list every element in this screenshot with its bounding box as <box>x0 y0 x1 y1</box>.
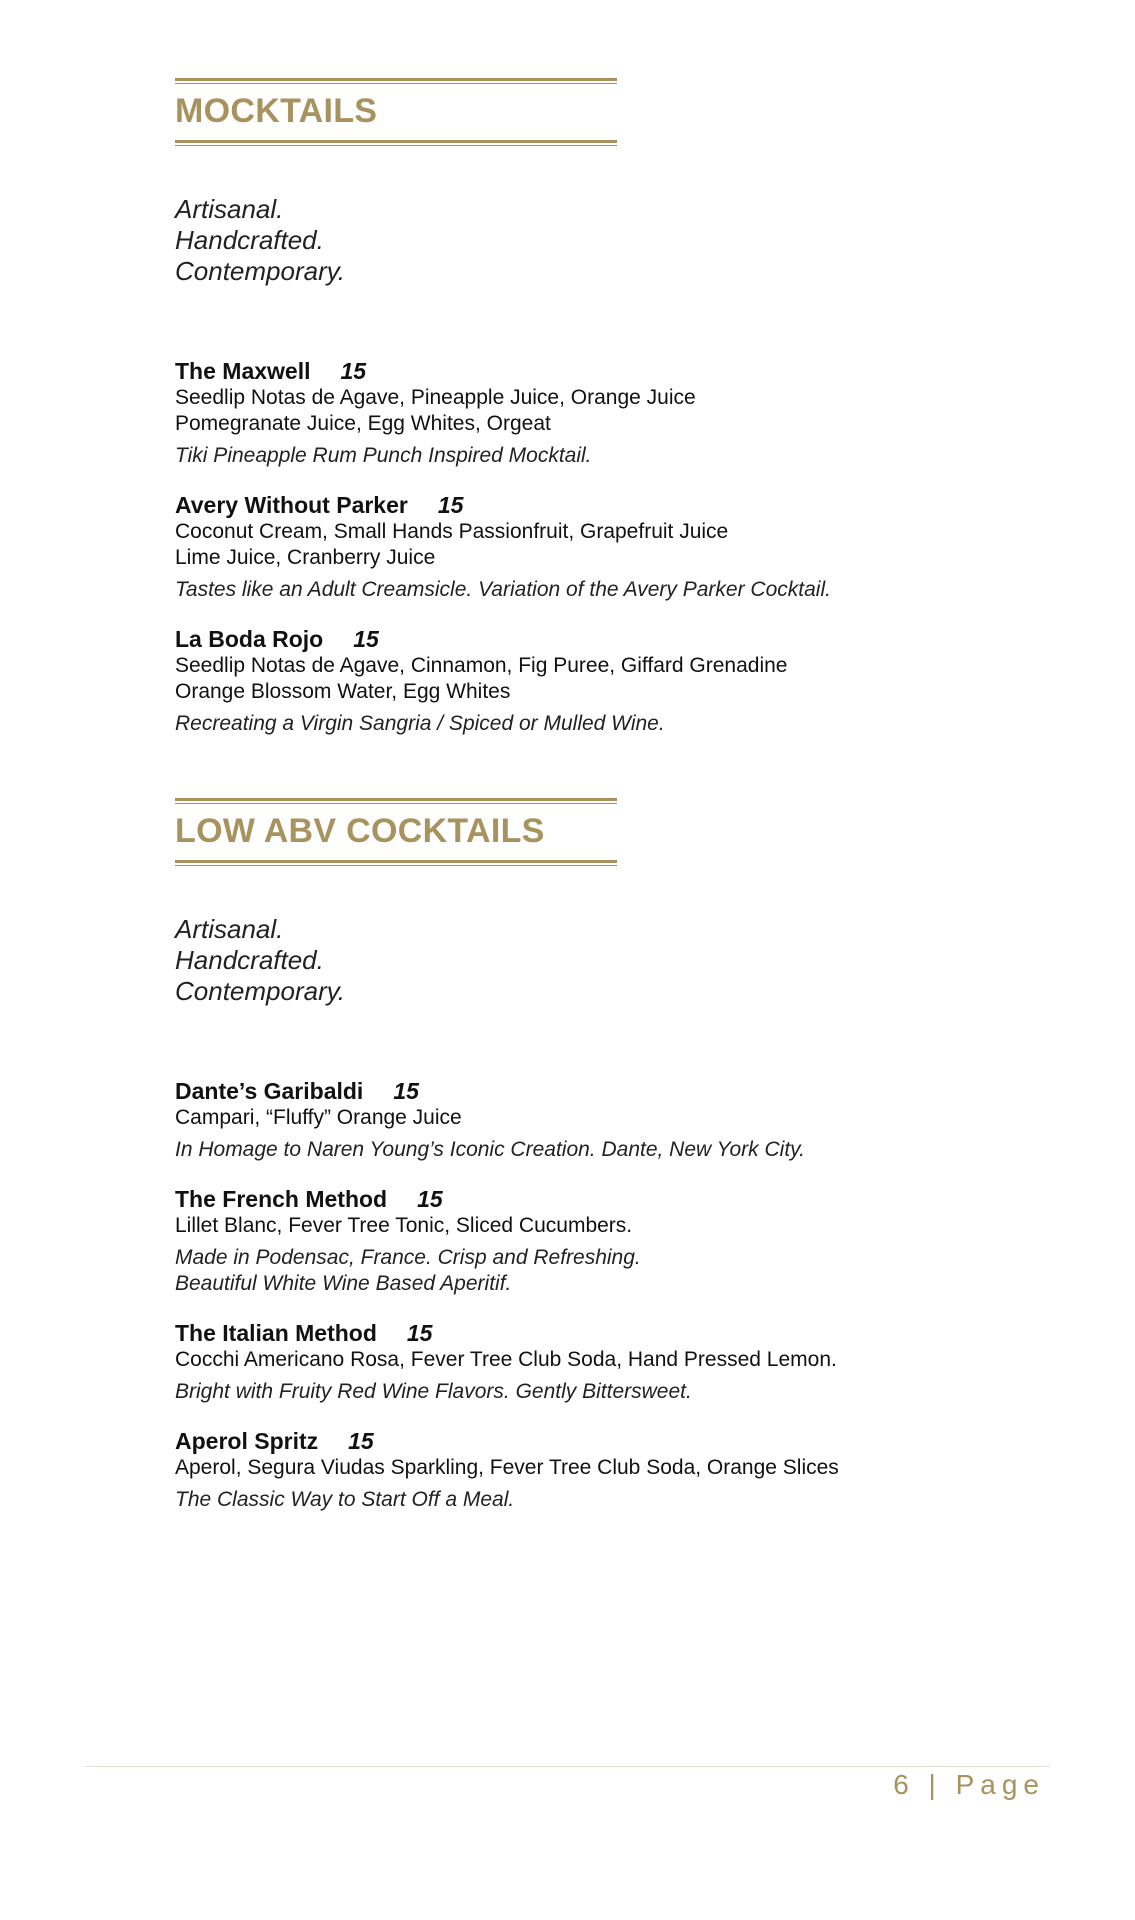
item-name: The Maxwell <box>175 358 311 384</box>
menu-item <box>175 491 975 603</box>
item-description: Made in Podensac, France. Crisp and Refreshing. <box>175 1246 641 1269</box>
item-name: Dante’s Garibaldi <box>175 1078 364 1104</box>
item-ingredients: Seedlip Notas de Agave, Pineapple Juice, Orange Juice <box>175 386 696 409</box>
item-heading <box>175 625 975 653</box>
item-name: The Italian Method <box>175 1320 377 1346</box>
menu-item <box>175 625 975 737</box>
item-price: 15 <box>406 1320 433 1346</box>
item-description: Recreating a Virgin Sangria / Spiced or Mulled Wine. <box>175 712 665 735</box>
menu-item <box>175 1185 975 1297</box>
item-price: 15 <box>393 1078 419 1104</box>
item-price: 15 <box>437 492 464 518</box>
header-rule-top <box>175 78 617 84</box>
item-heading <box>175 357 975 385</box>
item-ingredients: Coconut Cream, Small Hands Passionfruit, Grapefruit Juice <box>175 520 729 543</box>
item-ingredients: Lime Juice, Cranberry Juice <box>175 546 436 569</box>
item-ingredients: Cocchi Americano Rosa, Fever Tree Club Soda, Hand Pressed Lemon. <box>175 1348 837 1371</box>
item-price: 15 <box>353 626 379 652</box>
menu-items <box>175 357 975 737</box>
item-ingredients: Lillet Blanc, Fever Tree Tonic, Sliced Cucumbers. <box>175 1214 633 1237</box>
item-ingredients: Orange Blossom Water, Egg Whites <box>175 680 511 703</box>
item-name: Avery Without Parker <box>175 492 408 518</box>
item-description: The Classic Way to Start Off a Meal. <box>175 1488 515 1511</box>
item-price: 15 <box>348 1428 374 1454</box>
item-description: In Homage to Naren Young’s Iconic Creation. Dante, New York City. <box>175 1138 805 1161</box>
tagline-line: Artisanal. <box>175 914 284 944</box>
item-ingredients: Aperol, Segura Viudas Sparkling, Fever Tree Club Soda, Orange Slices <box>175 1456 839 1479</box>
tagline-line: Artisanal. <box>175 194 284 224</box>
item-description: Bright with Fruity Red Wine Flavors. Gently Bittersweet. <box>175 1380 692 1403</box>
item-heading <box>175 1185 975 1213</box>
menu-item <box>175 1427 975 1513</box>
item-price: 15 <box>340 358 367 384</box>
mocktails-header <box>175 78 617 146</box>
menu-item <box>175 357 975 469</box>
header-rule-bottom <box>175 140 617 146</box>
header-rule-bottom <box>175 860 617 866</box>
menu-item <box>175 1077 975 1163</box>
item-heading <box>175 1077 975 1105</box>
item-ingredients: Pomegranate Juice, Egg Whites, Orgeat <box>175 412 551 435</box>
tagline-line: Contemporary. <box>175 256 346 286</box>
section-title: MOCKTAILS <box>175 92 378 130</box>
menu-item <box>175 1319 975 1405</box>
item-ingredients: Seedlip Notas de Agave, Cinnamon, Fig Puree, Giffard Grenadine <box>175 654 788 677</box>
tagline <box>175 194 975 287</box>
menu-items <box>175 1077 975 1513</box>
item-description: Tiki Pineapple Rum Punch Inspired Mocktail. <box>175 444 592 467</box>
header-rule-top <box>175 798 617 804</box>
item-name: Aperol Spritz <box>175 1428 319 1454</box>
item-description: Tastes like an Adult Creamsicle. Variation of the Avery Parker Cocktail. <box>175 578 831 601</box>
tagline-line: Handcrafted. <box>175 945 324 975</box>
footer-divider <box>85 1766 1050 1767</box>
item-price: 15 <box>417 1186 443 1212</box>
item-ingredients: Campari, “Fluffy” Orange Juice <box>175 1106 462 1129</box>
tagline-line: Handcrafted. <box>175 225 324 255</box>
low-abv-section <box>175 798 975 1535</box>
tagline-line: Contemporary. <box>175 976 346 1006</box>
low-abv-header <box>175 798 617 866</box>
tagline <box>175 914 975 1007</box>
page-number: 6 | Page <box>893 1769 1045 1800</box>
section-title: LOW ABV COCKTAILS <box>175 812 545 850</box>
item-name: La Boda Rojo <box>175 626 324 652</box>
item-heading <box>175 1319 975 1347</box>
item-name: The French Method <box>175 1186 388 1212</box>
mocktails-section <box>175 78 975 759</box>
item-heading <box>175 1427 975 1455</box>
item-description: Beautiful White Wine Based Aperitif. <box>175 1272 512 1295</box>
item-heading <box>175 491 975 519</box>
